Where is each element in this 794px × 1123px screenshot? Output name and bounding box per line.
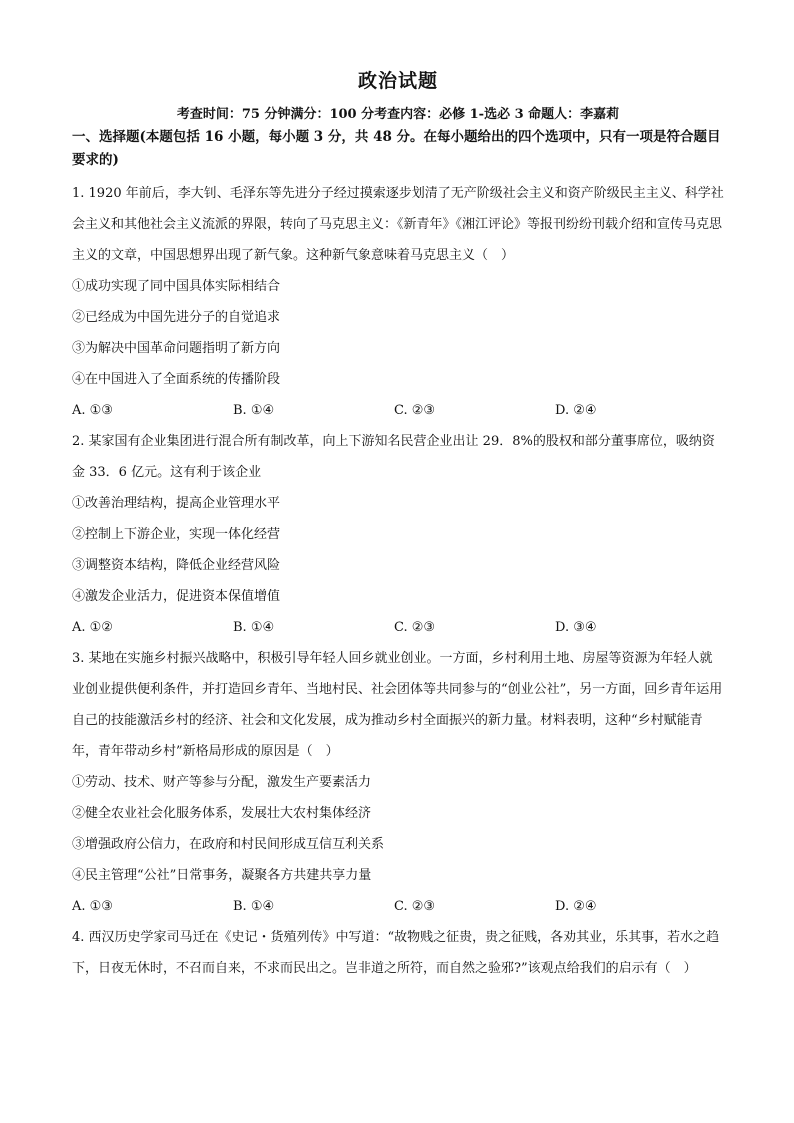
statement-option: ②控制上下游企业，实现一体化经营 <box>72 527 281 542</box>
answer-choices <box>72 395 724 426</box>
question-stem: 3. 某地在实施乡村振兴战略中，积极引导年轻人回乡就业创业。一方面，乡村利用土地、房屋等资源为年轻人就业创业提供便利条件，并打造回乡青年、当地村民、社会团体等共同参与的“创业公社”，另一方面，回乡青年运用自己的技能激活乡村的经济、社会和文化发展，成为推动乡村全面振兴的新力量。材料表明，这种“乡村赋能青年，青年带动乡村”新格局形成的原因是（ ） <box>72 651 723 759</box>
statement-option: ①劳动、技术、财产等参与分配，激发生产要素活力 <box>72 775 372 790</box>
choice-a: A. ①③ <box>72 899 113 914</box>
statement-option: ①改善治理结构，提高企业管理水平 <box>72 496 281 511</box>
choice-c: C. ②③ <box>394 403 436 418</box>
statement-option: ③调整资本结构，降低企业经营风险 <box>72 558 281 573</box>
question-2 <box>72 426 724 643</box>
choice-d: D. ③④ <box>555 620 597 635</box>
answer-choices <box>72 891 724 922</box>
statement-option: ②健全农业社会化服务体系，发展壮大农村集体经济 <box>72 806 372 821</box>
statement-option: ②已经成为中国先进分子的自觉追求 <box>72 310 281 325</box>
question-stem: 1. 1920 年前后，李大钊、毛泽东等先进分子经过摸索逐步划清了无产阶级社会主义和资产阶级民主主义、科学社会主义和其他社会主义流派的界限，转向了马克思主义：《新青年》《湘江评论》等报刊纷纷刊载介绍和宣传马克思主义的文章，中国思想界出现了新气象。这种新气象意味着马克思主义（ ） <box>72 186 724 263</box>
answer-choices <box>72 612 724 643</box>
question-stem: 2. 某家国有企业集团进行混合所有制改革，向上下游知名民营企业出让 29．8%的股权和部分董事席位，吸纳资金 33．6 亿元。这有利于该企业 <box>72 434 715 480</box>
statement-option: ④在中国进入了全面系统的传播阶段 <box>72 372 281 387</box>
statement-option: ④激发企业活力，促进资本保值增值 <box>72 589 281 604</box>
statement-option: ③为解决中国革命问题指明了新方向 <box>72 341 281 356</box>
choice-a: A. ①② <box>72 620 113 635</box>
choice-a: A. ①③ <box>72 403 113 418</box>
statement-option: ④民主管理“公社”日常事务，凝聚各方共建共享力量 <box>72 868 372 883</box>
choice-d: D. ②④ <box>555 403 597 418</box>
question-1 <box>72 178 724 426</box>
choice-c: C. ②③ <box>394 899 436 914</box>
choice-c: C. ②③ <box>394 620 436 635</box>
question-stem: 4. 西汉历史学家司马迁在《史记・货殖列传》中写道：“故物贱之征贵，贵之征贱，各劝其业，乐其事，若水之趋下，日夜无休时，不召而自来，不求而民出之。岂非道之所符，而自然之验邪?”该观点给我们的启示有（ ） <box>72 930 720 976</box>
exam-page <box>72 66 724 984</box>
page-title: 政治试题 <box>357 70 438 92</box>
statement-option: ①成功实现了同中国具体实际相结合 <box>72 279 281 294</box>
exam-meta-line: 考查时间：75 分钟满分：100 分考查内容：必修 1-选必 3 命题人：李嘉莉 <box>176 107 620 122</box>
question-3 <box>72 643 724 922</box>
section-heading: 一、选择题(本题包括 16 小题，每小题 3 分，共 48 分。在每小题给出的四个选项中，只有一项是符合题目要求的) <box>72 129 721 168</box>
choice-d: D. ②④ <box>555 899 597 914</box>
choice-b: B. ①④ <box>233 899 275 914</box>
question-4 <box>72 922 724 984</box>
statement-option: ③增强政府公信力，在政府和村民间形成互信互利关系 <box>72 837 385 852</box>
choice-b: B. ①④ <box>233 620 275 635</box>
choice-b: B. ①④ <box>233 403 275 418</box>
